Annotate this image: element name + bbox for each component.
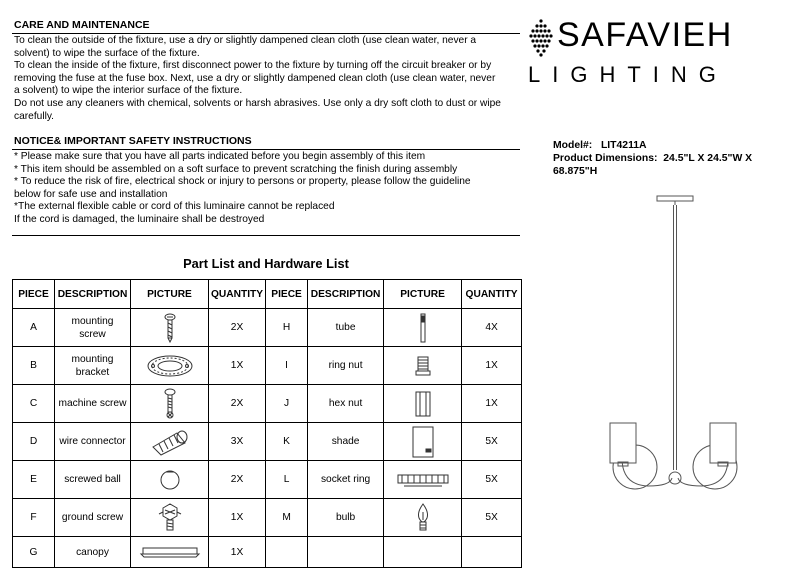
notice-title: NOTICE& IMPORTANT SAFETY INSTRUCTIONS — [14, 135, 252, 147]
ground-screw-icon — [155, 502, 185, 534]
piece-cell: B — [13, 347, 55, 385]
quantity-cell — [462, 537, 522, 568]
header-picture: PICTURE — [384, 280, 462, 309]
piece-cell: C — [13, 385, 55, 423]
notice-line: * This item should be assembled on a soft surface to prevent scratching the finish during assembly — [14, 163, 458, 175]
quantity-cell: 1X — [209, 537, 266, 568]
logo-subtitle: LIGHTING — [528, 62, 728, 87]
care-text — [14, 35, 524, 123]
notice-line: * To reduce the risk of fire, electrical shock or injury to persons or property, please follow the guideline — [14, 176, 471, 188]
picture-cell — [384, 499, 462, 537]
piece-cell: K — [266, 423, 308, 461]
notice-line: *The external flexible cable or cord of this luminaire cannot be replaced — [14, 201, 335, 213]
quantity-cell: 2X — [209, 385, 266, 423]
quantity-cell: 2X — [209, 461, 266, 499]
notice-line: below for safe use and installation — [14, 188, 168, 200]
description-cell: hex nut — [308, 385, 384, 423]
wire-connector-icon — [149, 427, 191, 457]
screwed-ball-icon — [159, 469, 181, 491]
picture-cell — [131, 499, 209, 537]
picture-cell — [384, 537, 462, 568]
notice-title-rule — [12, 149, 520, 150]
picture-cell — [131, 537, 209, 568]
picture-cell — [131, 309, 209, 347]
piece-cell: G — [13, 537, 55, 568]
care-line: solvent) to wipe the surface of the fixture. — [14, 47, 200, 59]
table-row — [13, 423, 522, 461]
table-row — [13, 499, 522, 537]
mounting-screw-icon — [163, 313, 177, 343]
picture-cell — [384, 461, 462, 499]
picture-cell — [384, 309, 462, 347]
description-text: mounting — [71, 315, 114, 327]
quantity-cell: 1X — [462, 385, 522, 423]
piece-cell — [266, 537, 308, 568]
description-text: bracket — [75, 366, 110, 378]
header-description: DESCRIPTION — [55, 280, 131, 309]
parts-table — [12, 279, 522, 568]
description-cell: tube — [308, 309, 384, 347]
quantity-cell: 5X — [462, 461, 522, 499]
description-cell: wire connector — [55, 423, 131, 461]
shade-icon — [410, 425, 436, 459]
piece-cell: L — [266, 461, 308, 499]
piece-cell: I — [266, 347, 308, 385]
ring-nut-icon — [415, 355, 431, 377]
picture-cell — [131, 385, 209, 423]
table-header-row — [13, 280, 522, 309]
canopy-icon — [139, 545, 201, 559]
description-cell: socket ring — [308, 461, 384, 499]
dims-label: Product Dimensions: — [553, 153, 658, 164]
description-cell: ring nut — [308, 347, 384, 385]
piece-cell: H — [266, 309, 308, 347]
description-cell: shade — [308, 423, 384, 461]
picture-cell — [384, 385, 462, 423]
header-piece: PIECE — [13, 280, 55, 309]
header-description: DESCRIPTION — [308, 280, 384, 309]
quantity-cell: 5X — [462, 423, 522, 461]
table-row — [13, 347, 522, 385]
picture-cell — [131, 461, 209, 499]
description-cell: machine screw — [55, 385, 131, 423]
model-label: Model#: — [553, 140, 593, 151]
table-row — [13, 537, 522, 568]
description-text: mounting — [71, 353, 114, 365]
care-title-rule — [12, 33, 520, 34]
model-value: LIT4211A — [600, 140, 647, 151]
chandelier-logo-icon — [526, 18, 556, 58]
piece-cell: J — [266, 385, 308, 423]
quantity-cell: 5X — [462, 499, 522, 537]
description-cell — [308, 537, 384, 568]
dims-value: 24.5"L X 24.5"W X — [663, 153, 753, 164]
header-picture: PICTURE — [131, 280, 209, 309]
quantity-cell: 1X — [209, 499, 266, 537]
dims-line — [553, 152, 793, 165]
piece-cell: M — [266, 499, 308, 537]
description-cell: ground screw — [55, 499, 131, 537]
table-row — [13, 385, 522, 423]
picture-cell — [131, 423, 209, 461]
quantity-cell: 4X — [462, 309, 522, 347]
machine-screw-icon — [163, 388, 177, 420]
picture-cell — [131, 347, 209, 385]
header-quantity: QUANTITY — [209, 280, 266, 309]
tube-icon — [418, 312, 428, 344]
description-cell — [55, 309, 131, 347]
parts-table-title: Part List and Hardware List — [183, 256, 349, 271]
piece-cell: A — [13, 309, 55, 347]
care-line: carefully. — [14, 110, 55, 122]
model-line — [553, 139, 793, 152]
bulb-icon — [415, 502, 431, 534]
care-line: Do not use any cleaners with chemical, solvents or harsh abrasives. Use only a dry soft cloth to dust or wipe — [14, 97, 501, 109]
header-piece: PIECE — [266, 280, 308, 309]
piece-cell: D — [13, 423, 55, 461]
description-cell: bulb — [308, 499, 384, 537]
care-line: a solvent) to wipe the interior surface of the fixture. — [14, 85, 243, 97]
dims-line-2: 68.875"H — [553, 166, 598, 177]
picture-cell — [384, 423, 462, 461]
description-cell — [55, 347, 131, 385]
hex-nut-icon — [414, 390, 432, 418]
table-row — [13, 309, 522, 347]
quantity-cell: 2X — [209, 309, 266, 347]
notice-bottom-rule — [12, 235, 520, 236]
header-quantity: QUANTITY — [462, 280, 522, 309]
quantity-cell: 1X — [462, 347, 522, 385]
socket-ring-icon — [396, 471, 450, 489]
piece-cell: E — [13, 461, 55, 499]
notice-line: If the cord is damaged, the luminaire shall be destroyed — [14, 213, 265, 225]
picture-cell — [384, 347, 462, 385]
care-line: To clean the outside of the fixture, use a dry or slightly dampened clean cloth (use clean water, never a — [14, 35, 477, 46]
description-cell: canopy — [55, 537, 131, 568]
product-info — [553, 139, 793, 178]
table-row — [13, 461, 522, 499]
care-line: To clean the inside of the fixture, first disconnect power to the fixture by turning off the circuit breaker or by — [14, 60, 492, 72]
mounting-bracket-icon — [145, 353, 195, 379]
description-cell: screwed ball — [55, 461, 131, 499]
care-title: CARE AND MAINTENANCE — [14, 19, 150, 31]
care-line: removing the fuse at the fuse box. Next, use a dry or slightly dampened clean cloth (use clean water, never — [14, 72, 496, 84]
chandelier-illustration-icon — [600, 190, 750, 505]
description-text: screw — [79, 328, 106, 340]
notice-line: * Please make sure that you have all parts indicated before you begin assembly of this item — [14, 151, 426, 162]
quantity-cell: 3X — [209, 423, 266, 461]
piece-cell: F — [13, 499, 55, 537]
logo-wordmark: SAFAVIEH — [557, 16, 733, 54]
quantity-cell: 1X — [209, 347, 266, 385]
notice-text — [14, 151, 524, 227]
